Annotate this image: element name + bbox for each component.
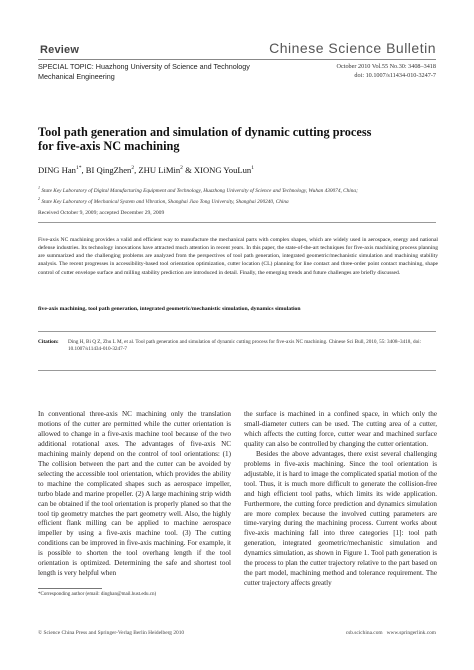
topic-line-2: Mechanical Engineering	[38, 71, 115, 81]
body-paragraph: In conventional three-axis NC machining only the translation motions of the cutter are permitted while the cutter orientation is allowed to change in a five-axis machine tool because of the two additional rotational axes. The advantages of five-axis NC machining mainly depend on the control of tool orientations: (1) The collision between the part and the cutter can be avoided by selecting the accessible tool orientation, which provides the ability to machine the complicated shapes such as aerospace impeller, turbo blade and marine propeller. (2) A large machining strip width can be obtained if the tool orientation is properly planed so that the tool tip geometry matches the part geometry well. Also, the highly efficient flank milling can be applied to machine aerospace impeller by using a five-axis machine tool. (3) The cutting conditions can be improved in five-axis machining. For example, it is possible to shorten the tool overhang length if the tool orientation is optimized. Determining the safe and shortest tool length is very helpful when	[38, 410, 231, 578]
body-column-left	[38, 410, 231, 579]
title-line-2: for five-axis NC machining	[38, 139, 180, 153]
affiliation-sup: 1	[38, 185, 40, 190]
header-divider	[38, 59, 436, 60]
citation-bottom-divider	[38, 370, 436, 371]
issue-volume: October 2010 Vol.55 No.30: 3408–3418	[336, 63, 436, 70]
section-label: Review	[40, 44, 80, 56]
author-sup: 1*	[75, 165, 82, 172]
doi: doi: 10.1007/s11434-010-3247-7	[354, 72, 436, 80]
author-sup: 2	[131, 165, 135, 172]
affiliation-text: State Key Laboratory of Mechanical System and Vibration, Shanghai Jiao Tong University, Shanghai 200240, China	[41, 198, 289, 205]
affiliation-1	[38, 184, 438, 195]
issue-info	[276, 62, 436, 80]
corresponding-author-note: *Corresponding author (email: dinghan@mail.hust.edu.cn)	[38, 592, 157, 597]
citation-label: Citation:	[38, 339, 59, 345]
journal-websites: csb.scichina.com www.springerlink.com	[345, 630, 436, 636]
author-sep: &	[182, 165, 194, 175]
affiliation-2	[38, 195, 438, 206]
affiliation-text: State Key Laboratory of Digital Manufacturing Equipment and Technology, Huazhong University of Science and Technology, Wuhan 430074, China;	[41, 187, 358, 194]
body-paragraph: the surface is machined in a confined space, in which only the small-diameter cutters can be used. The cutting area of a cutter, which affects the cutting force, cutter wear and machined surface quality can also be controlled by changing the cutter orientation.	[244, 410, 437, 448]
author-sup: 2	[180, 165, 183, 172]
author-sep: ,	[81, 165, 86, 175]
author-sup: 1	[251, 165, 254, 172]
special-topic	[38, 62, 308, 81]
title-line-1: Tool path generation and simulation of dynamic cutting process	[38, 125, 372, 139]
body-column-right	[244, 410, 437, 589]
author-name: ZHU LiMin	[138, 165, 181, 175]
body-paragraph: Besides the above advantages, there exist several challenging problems in five-axis machining. Since the tool orientation is adjustable, it is hard to image the complicated spatial motion of the tool. Thus, it is much more difficult to generate the collision-free and high efficient tool paths, which limits its wide application. Furthermore, the cutting force prediction and dynamics simulation are more complex because the involved cutting parameters are time-varying during the machining process. Current works about five-axis machining fall into three categories [1]: tool path generation, integrated geometric/mechanistic simulation and dynamics simulation, as shown in Figure 1. Tool path generation is the process to plan the cutter trajectory relative to the part based on the part model, machining method and tolerance requirement. The cutter trajectory affects greatly	[244, 449, 437, 588]
author-name: BI QingZhen	[85, 165, 132, 175]
copyright: © Science China Press and Springer-Verlag Berlin Heidelberg 2010	[38, 630, 185, 636]
affiliations	[38, 184, 438, 206]
author-list	[38, 165, 438, 175]
abstract-top-divider	[38, 222, 436, 223]
author-name: XIONG YouLun	[193, 165, 252, 175]
topic-line-1: SPECIAL TOPIC: Huazhong University of Science and Technology	[38, 62, 250, 71]
author-sep: ,	[134, 165, 139, 175]
footnote-divider	[38, 588, 102, 589]
citation-text: Ding H, Bi Q Z, Zhu L M, et al. Tool path generation and simulation of dynamic cutting process for five-axis NC machining. Chinese Sci Bull, 2010, 55: 3408–3418, doi: 10.1007/s11434-010-3247-7	[68, 339, 422, 353]
citation-top-divider	[38, 331, 436, 332]
journal-name: Chinese Science Bulletin	[269, 40, 436, 56]
abstract: Five-axis NC machining provides a valid and efficient way to manufacture the mechanical parts with complex shapes, which are widely used in aerospace, energy and national defense industries. Its technology innovations have attracted much attention in recent years. In this paper, the state-of-the-art techniques for five-axis machining process planning are summarized and the challenging problems are analyzed from the perspectives of tool path generation, integrated geometric/mechanistic simulation and machining stability analysis. The recent progresses in accessibility-based tool orientation optimization, cutter location (CL) planning for line contact and three-order point contact machining, shape control of cutter envelope surface and milling stability prediction are introduced in detail. Finally, the emerging trends and future challenges are briefly discussed.	[38, 237, 438, 276]
received-dates: Received October 9, 2009; accepted December 29, 2009	[38, 210, 165, 216]
affiliation-sup: 2	[38, 195, 40, 201]
keywords: five-axis machining, tool path generation, integrated geometric/mechanistic simulation, dynamics simulation	[38, 306, 301, 312]
article-title	[38, 125, 438, 153]
author-name: DING Han	[38, 165, 76, 175]
